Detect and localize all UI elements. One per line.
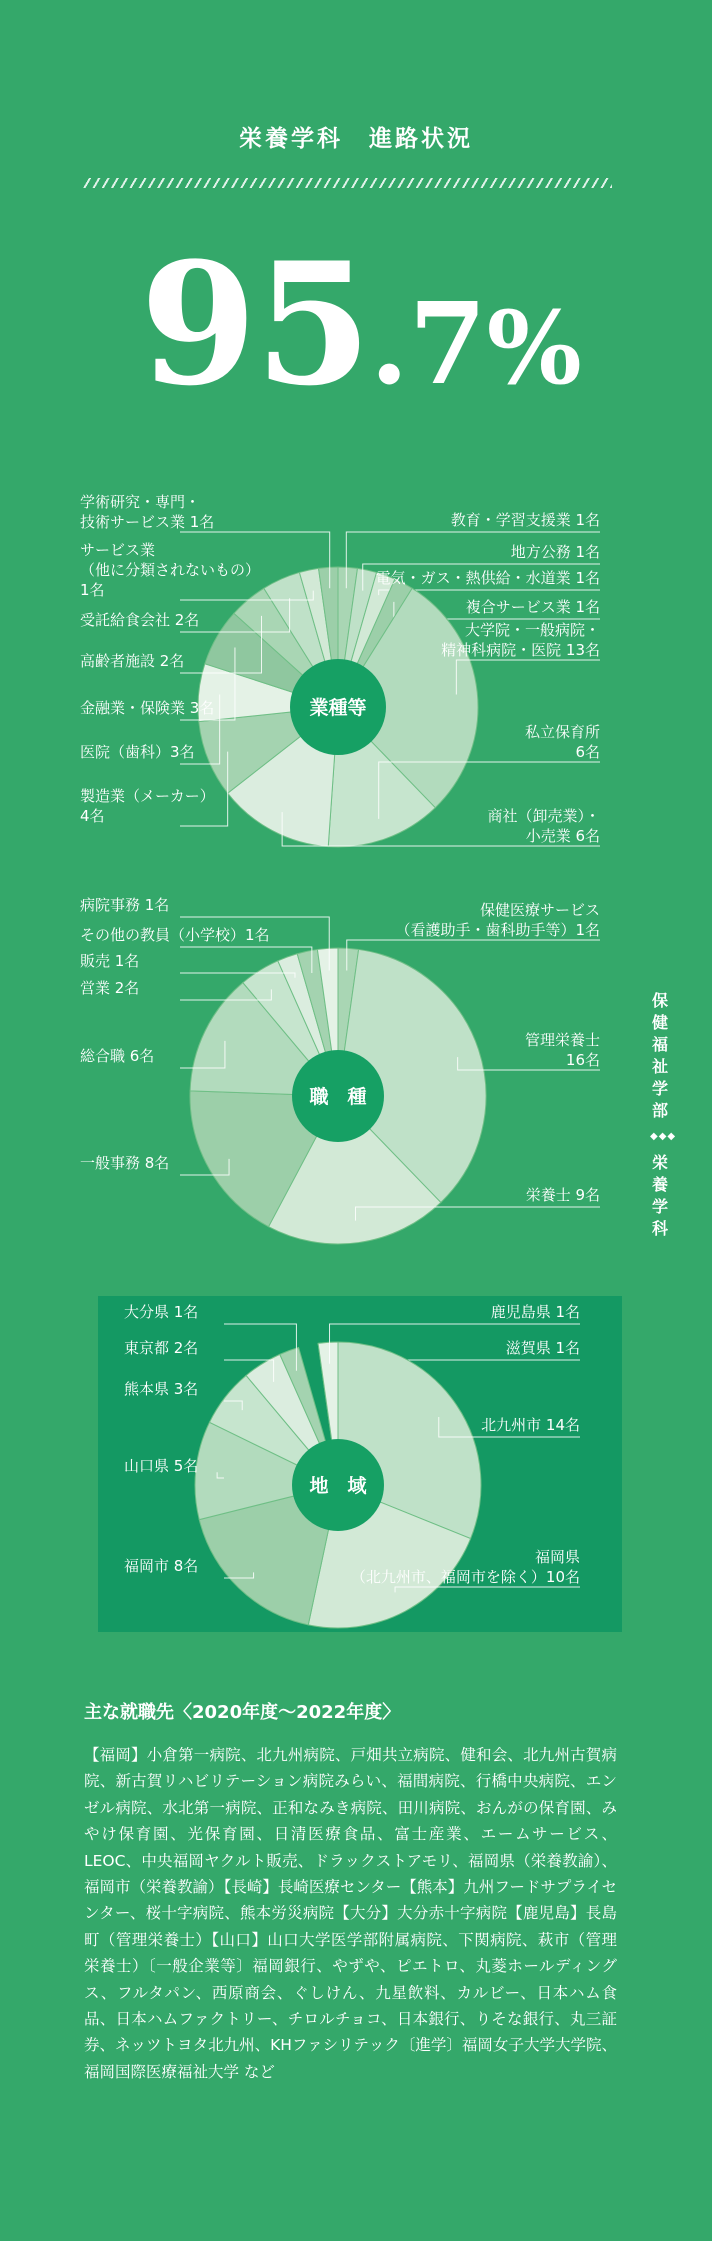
employers-heading: 主な就職先〈2020年度〜2022年度〉 [84,1702,401,1723]
pie-title: 職 種 [309,1086,367,1108]
slice-label: 福岡市 8名 [124,1557,199,1575]
slice-label: 北九州市 14名 [481,1416,580,1434]
slice-label: 大学院・一般病院・ 精神科病院・医院 13名 [441,621,600,659]
pie-title: 業種等 [309,697,367,719]
slice-label: 栄養士 9名 [525,1186,600,1204]
slice-label: 医院（歯科）3名 [80,743,195,761]
slice-label: 高齢者施設 2名 [80,652,185,670]
slice-label: 熊本県 3名 [124,1380,199,1398]
leader-line [456,660,600,695]
slice-label: 福岡県 （北九州市、福岡市を除く）10名 [350,1548,580,1586]
department-vertical-label [650,990,677,1240]
slice-label: 大分県 1名 [124,1303,199,1321]
slice-label: 滋賀県 1名 [505,1339,580,1357]
page-title: 栄養学科 進路状況 [239,126,473,152]
slice-label: 商社（卸売業）・ 小売業 6名 [487,807,600,845]
slice-label: 複合サービス業 1名 [465,598,600,616]
slice-label: 電気・ガス・熱供給・水道業 1名 [375,569,600,587]
slice-label: 総合職 6名 [80,1047,155,1065]
slice-label: 学術研究・専門・ 技術サービス業 1名 [80,493,215,531]
slice-label: 販売 1名 [80,952,140,970]
rate-integer: 95 [140,225,370,423]
slice-label: 営業 2名 [80,979,140,997]
slice-label: その他の教員（小学校）1名 [80,926,270,944]
slice-label: 管理栄養士 16名 [524,1031,600,1069]
slice-label: 私立保育所 6名 [524,723,600,761]
slice-label: 金融業・保険業 3名 [80,699,215,717]
slice-label: 製造業（メーカー） 4名 [80,787,215,825]
slice-label: 鹿児島県 1名 [490,1303,580,1321]
department-name: 栄養学科 [651,1153,668,1238]
slice-label: 保健医療サービス （看護助手・歯科助手等）1名 [395,901,600,939]
slice-label: 地方公務 1名 [510,543,600,561]
rate-decimal: .7 [369,279,487,410]
slice-label: 東京都 2名 [124,1339,199,1357]
rate-percent: % [486,289,582,407]
slice-label: 教育・学習支援業 1名 [450,511,600,529]
faculty-name: 保健福祉学部 [651,991,668,1120]
slice-label: 受託給食会社 2名 [80,611,200,629]
slice-label: 病院事務 1名 [80,896,170,914]
slice-label: 山口県 5名 [124,1457,199,1475]
slice-label: 一般事務 8名 [80,1154,170,1172]
pie-title: 地 域 [309,1475,367,1497]
diamond-separator: ◆◆◆ [650,1131,677,1142]
employers-list: 【福岡】小倉第一病院、北九州病院、戸畑共立病院、健和会、北九州古賀病院、新古賀リハビリテーション病院みらい、福間病院、行橋中央病院、エンゼル病院、水北第一病院、正和なみき病院、田川病院、おんがの保育園、みやけ保育園、光保育園、日清医療食品、富士産業、エームサービス、LEOC、中央福岡ヤクルト販売、ドラックストアモリ、福岡県（栄養教諭）、福岡市（栄養教諭）【長崎】長崎医療センター【熊本】九州フードサプライセンター、桜十字病院、熊本労災病院【大分】大分赤十字病院【鹿児島】長島町（管理栄養士）【山口】山口大学医学部附属病院、下関病院、萩市（管理栄養士）〔一般企業等〕福岡銀行、やずや、ピエトロ、丸菱ホールディングス、フルタパン、西原商会、ぐしけん、九星飲料、カルビー、日本ハム食品、日本ハムファクトリー、チロルチョコ、日本銀行、りそな銀行、丸三証券、ネッツトヨタ北九州、KHファシリテック〔進学〕福岡女子大学大学院、福岡国際医療福祉大学 など [84,1746,617,2081]
slice-label: サービス業 （他に分類されないもの） 1名 [80,541,261,599]
